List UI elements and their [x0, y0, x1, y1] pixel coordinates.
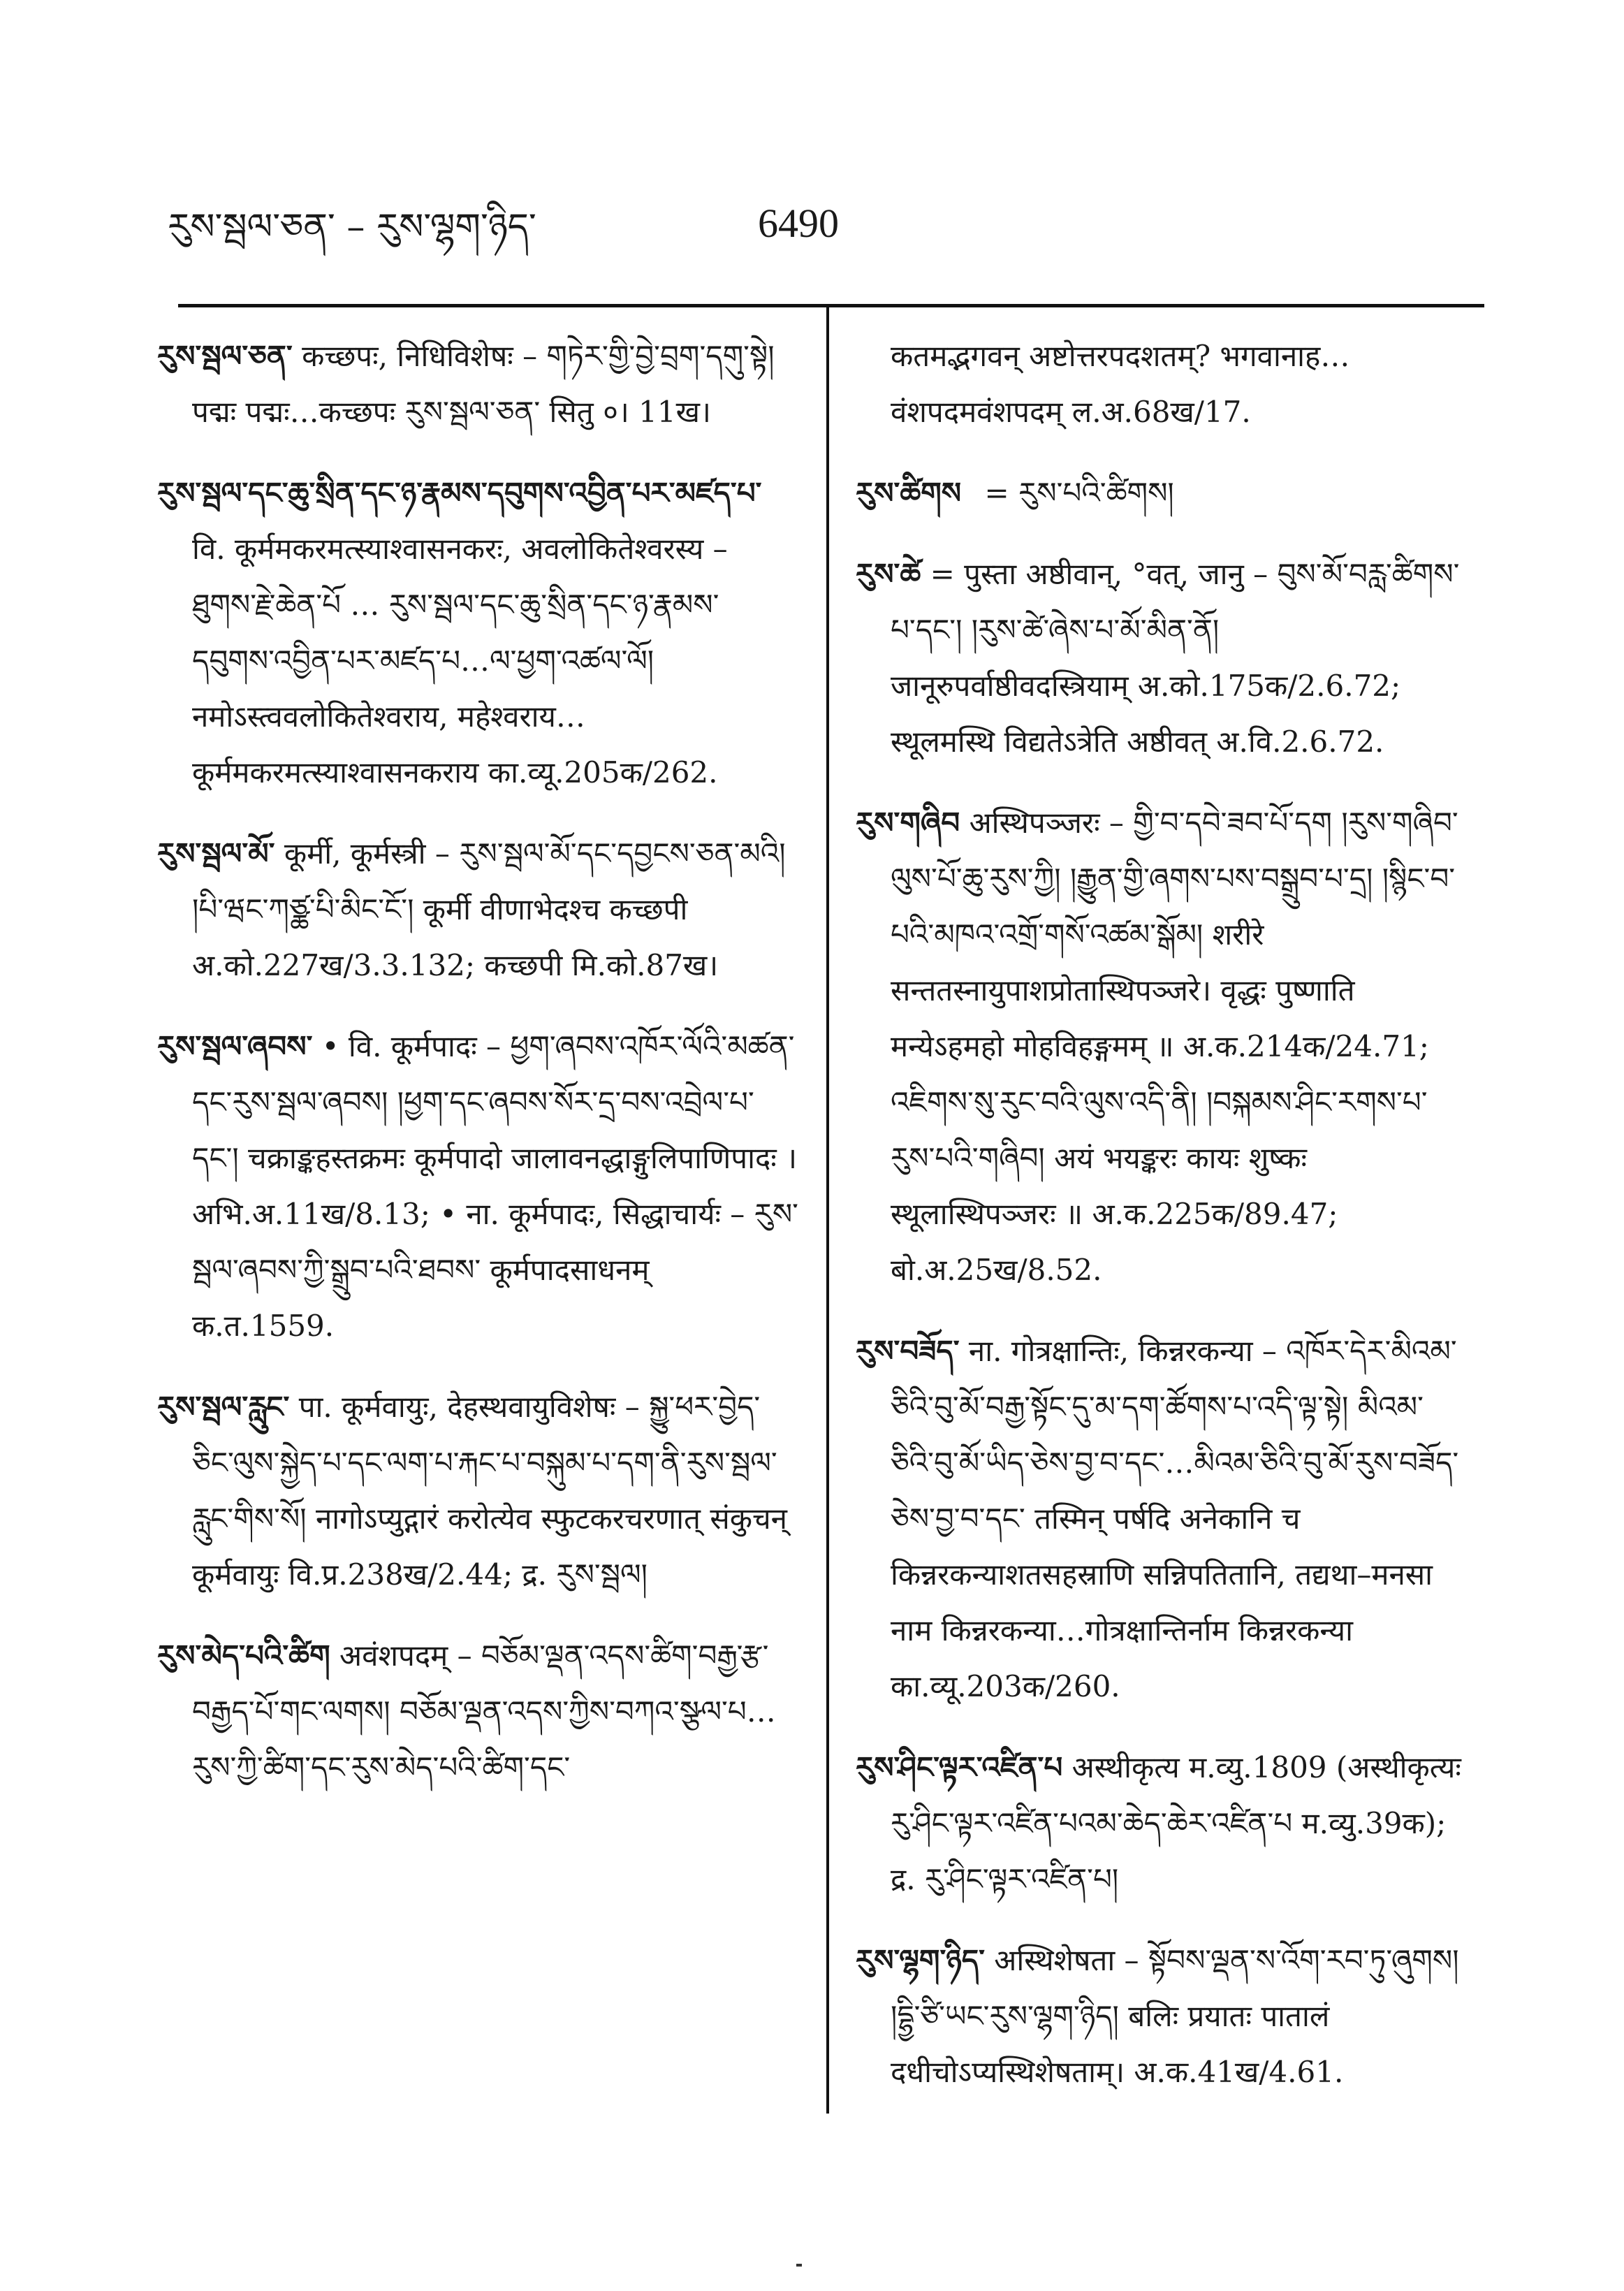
- entry-headword: རུས་སྦལ་ཅན་: [157, 339, 293, 373]
- dictionary-entry: [157, 1628, 800, 1796]
- entry-body: = རུས་པའི་ཚིགས།: [984, 476, 1174, 510]
- dictionary-entry: [157, 826, 800, 994]
- entry-headword: རུས་བཟོད་: [856, 1334, 960, 1368]
- column-divider: [826, 307, 829, 2114]
- entry-headword: རུས་སྦལ་རླུང་: [157, 1390, 290, 1424]
- dictionary-entry: [856, 1323, 1463, 1715]
- entry-headword: རུས་གཞིབ: [856, 806, 960, 840]
- dictionary-entry: [856, 1740, 1463, 1907]
- dictionary-entry: [856, 1933, 1463, 2100]
- dictionary-entry-continuation: [856, 328, 1463, 440]
- entry-body: वि. कूर्ममकरमत्स्याश्वासनकरः, अवलोकितेश्वरस्य – ཐུགས་རྗེ་ཆེན་པོ … རུས་སྦལ་དང་ཆུ་སྲིན་དང་ཉ་རྣམས་དབུགས་འབྱིན་པར་མཛད་པ…ལ་ཕྱག་འཚལ་ལོ། नमोऽस्त्ववलोकितेश्वराय, महेश्वराय…कूर्ममकरमत्स्याश्वासनकराय का.व्यू.205क/262.: [192, 532, 728, 790]
- dictionary-entry: [157, 465, 800, 801]
- entry-body: कतमद्भगवन् अष्टोत्तरपदशतम्? भगवानाह…वंशपदमवंशपदम् ल.अ.68ख/17.: [891, 339, 1350, 429]
- entry-body: कच्छपः, निधिविशेषः – གཏེར་གྱི་བྱེ་བྲག་དགུ་སྟེ། पद्मः पद्मः…कच्छपः རུས་སྦལ་ཅན་ सितु ०। 11ख।: [192, 339, 775, 429]
- entry-body: अस्थिपञ्जरः – གྱི་བ་དབེ་ཟབ་པོ་དག །རུས་གཞིབ་ལུས་པོ་ཆུ་རུས་ཀྱི། །རྒྱུན་གྱི་ཞགས་པས་བསྒྲུབ་པ་དྲ། །སྙིང་བ་པའི་མཁའ་འགྲོ་གསོ་འཚམ་སྒོམ། शरीरे सन्ततस्नायुपाशप्रोतास्थिपञ्जरे। वृद्धः पुष्णाति मन्येऽहमहो मोहविहङ्गमम् ॥ अ.क.214क/24.71; འཇིགས་སུ་རུང་བའི་ལུས་འདི་ནི། །བསྐམས་ཤིང་རགས་པ་རུས་པའི་གཞིབ། अयं भयङ्करः कायः शुष्कः स्थूलास्थिपञ्जरः ॥ अ.क.225क/89.47; बो.अ.25ख/8.52.: [891, 806, 1458, 1287]
- entry-body: अवंशपदम् – བཅོམ་ལྡན་འདས་ཚིག་བརྒྱ་རྩ་བརྒྱད་པོ་གང་ལགས། བཅོམ་ལྡན་འདས་ཀྱིས་བཀའ་སྩལ་པ…རུས་ཀྱི་ཚིག་དང་རུས་མེད་པའི་ཚིག་དང་: [192, 1638, 776, 1784]
- dictionary-entry: [157, 1019, 800, 1354]
- entry-headword: རུས་ཤིང་ལྟར་འཛིན་པ: [856, 1750, 1063, 1784]
- scan-mark: [796, 2264, 802, 2267]
- entry-body: ना. गोत्रक्षान्तिः, किन्नरकन्या – འཁོར་དེར་མིའམ་ཅིའི་བུ་མོ་བརྒྱ་སྟོང་དུ་མ་དག་ཚོགས་པ་འདི་ལྟ་སྟེ། མིའམ་ཅིའི་བུ་མོ་ཡིད་ཅེས་བྱ་བ་དང་…མིའམ་ཅིའི་བུ་མོ་རུས་བཟོད་ཅེས་བྱ་བ་དང་ तस्मिन् पर्षदि अनेकानि च किन्नरकन्याशतसहस्राणि सन्निपतितानि, तद्यथा–मनसा नाम किन्नरकन्या…गोत्रक्षान्तिर्नाम किन्नरकन्या का.व्यू.203क/260.: [891, 1334, 1459, 1703]
- entry-headword: རུས་སྦལ་དང་ཆུ་སྲིན་དང་ཉ་རྣམས་དབུགས་འབྱིན་པར་མཛད་པ་: [157, 476, 762, 510]
- right-column: [856, 328, 1463, 2125]
- entry-body: अस्थीकृत्य म.व्यु.1809 (अस्थीकृत्यः རུ་ཤིང་ལྟར་འཛིན་པའམ་ཆེད་ཆེར་འཛིན་པ म.व्यु.39क); द्र. རུ་ཤིང་ལྟར་འཛིན་པ།: [891, 1750, 1461, 1896]
- running-title: རུས་སྦལ་ཅན་ – རུས་ལྷག་ཉིད་: [168, 206, 536, 248]
- dictionary-entry: [856, 795, 1463, 1298]
- entry-headword: རུས་མེད་པའི་ཚིག: [157, 1638, 330, 1673]
- entry-body: पा. कूर्मवायुः, देहस्थवायुविशेषः – སྐྱུ་ཕར་བྱེད་ཅིང་ལུས་སྐྱེད་པ་དང་ལག་པ་རྐང་པ་བསྐུམ་པ་དག་ནི་རུས་སྦལ་རླུང་གིས་སོ། नागोऽप्युद्गारं करोत्येव स्फुटकरचरणात् संकुचन् कूर्मवायुः वि.प्र.238ख/2.44; द्र. རུས་སྦལ།: [192, 1390, 787, 1592]
- entry-body: कूर्मी, कूर्मस्त्री – རུས་སྦལ་མོ་དང་དབྱངས་ཅན་མའི། །པི་ཝང་ཀཙྪ་པི་མིང་ངོ་། कूर्मी वीणाभेदश्च कच्छपी अ.को.227ख/3.3.132; कच्छपी मि.को.87ख।: [192, 836, 786, 982]
- entry-headword: རུས་ལྷག་ཉིད་: [856, 1943, 985, 1977]
- entry-body: = पुस्ता अष्ठीवान्, °वत्, जानु – བུས་མོ་བརླ་ཚིགས་པ་དང་། །རུས་ཚེ་ཞེས་པ་མོ་མིན་ནོ། जानूरुपर्वाष्ठीवदस्त्रियाम् अ.को.175क/2.6.72; स्थूलमस्थि विद्यतेऽत्रेति अष्ठीवत् अ.वि.2.6.72.: [891, 557, 1460, 759]
- dictionary-entry: [856, 465, 1463, 521]
- dictionary-entry: [157, 1379, 800, 1603]
- left-column: [157, 328, 800, 1821]
- entry-body: • वि. कूर्मपादः – ཕྱག་ཞབས་འཁོར་ལོའི་མཚན་དང་རུས་སྦལ་ཞབས། །ཕྱག་དང་ཞབས་སོར་དྲ་བས་འབྲེལ་པ་དང་། चक्राङ्कहस्तक्रमः कूर्मपादो जालावनद्धाङ्गुलिपाणिपादः । अभि.अ.11ख/8.13; • ना. कूर्मपादः, सिद्धाचार्यः – རུས་སྦལ་ཞབས་ཀྱི་སྒྲུབ་པའི་ཐབས་ कूर्मपादसाधनम् क.त.1559.: [192, 1029, 798, 1343]
- dictionary-entry: [856, 546, 1463, 770]
- entry-body: अस्थिशेषता – སྟོབས་ལྡན་ས་འོག་རབ་ཏུ་ཞུགས། །དྷྱི་ཙི་ཡང་རུས་ལྷག་ཉིད། बलिः प्रयातः पातालं दधीचोऽप्यस्थिशेषताम्। अ.क.41ख/4.61.: [891, 1943, 1459, 2089]
- entry-headword: རུས་སྦལ་ཞབས་: [157, 1029, 313, 1063]
- entry-headword: རུས་ཚེ: [856, 557, 921, 591]
- entry-headword: རུས་ཚིགས: [856, 476, 962, 510]
- entry-headword: རུས་སྦལ་མོ་: [157, 836, 275, 871]
- dictionary-entry: [157, 328, 800, 440]
- page-number: 6490: [758, 201, 839, 246]
- header-rule: [178, 304, 1484, 307]
